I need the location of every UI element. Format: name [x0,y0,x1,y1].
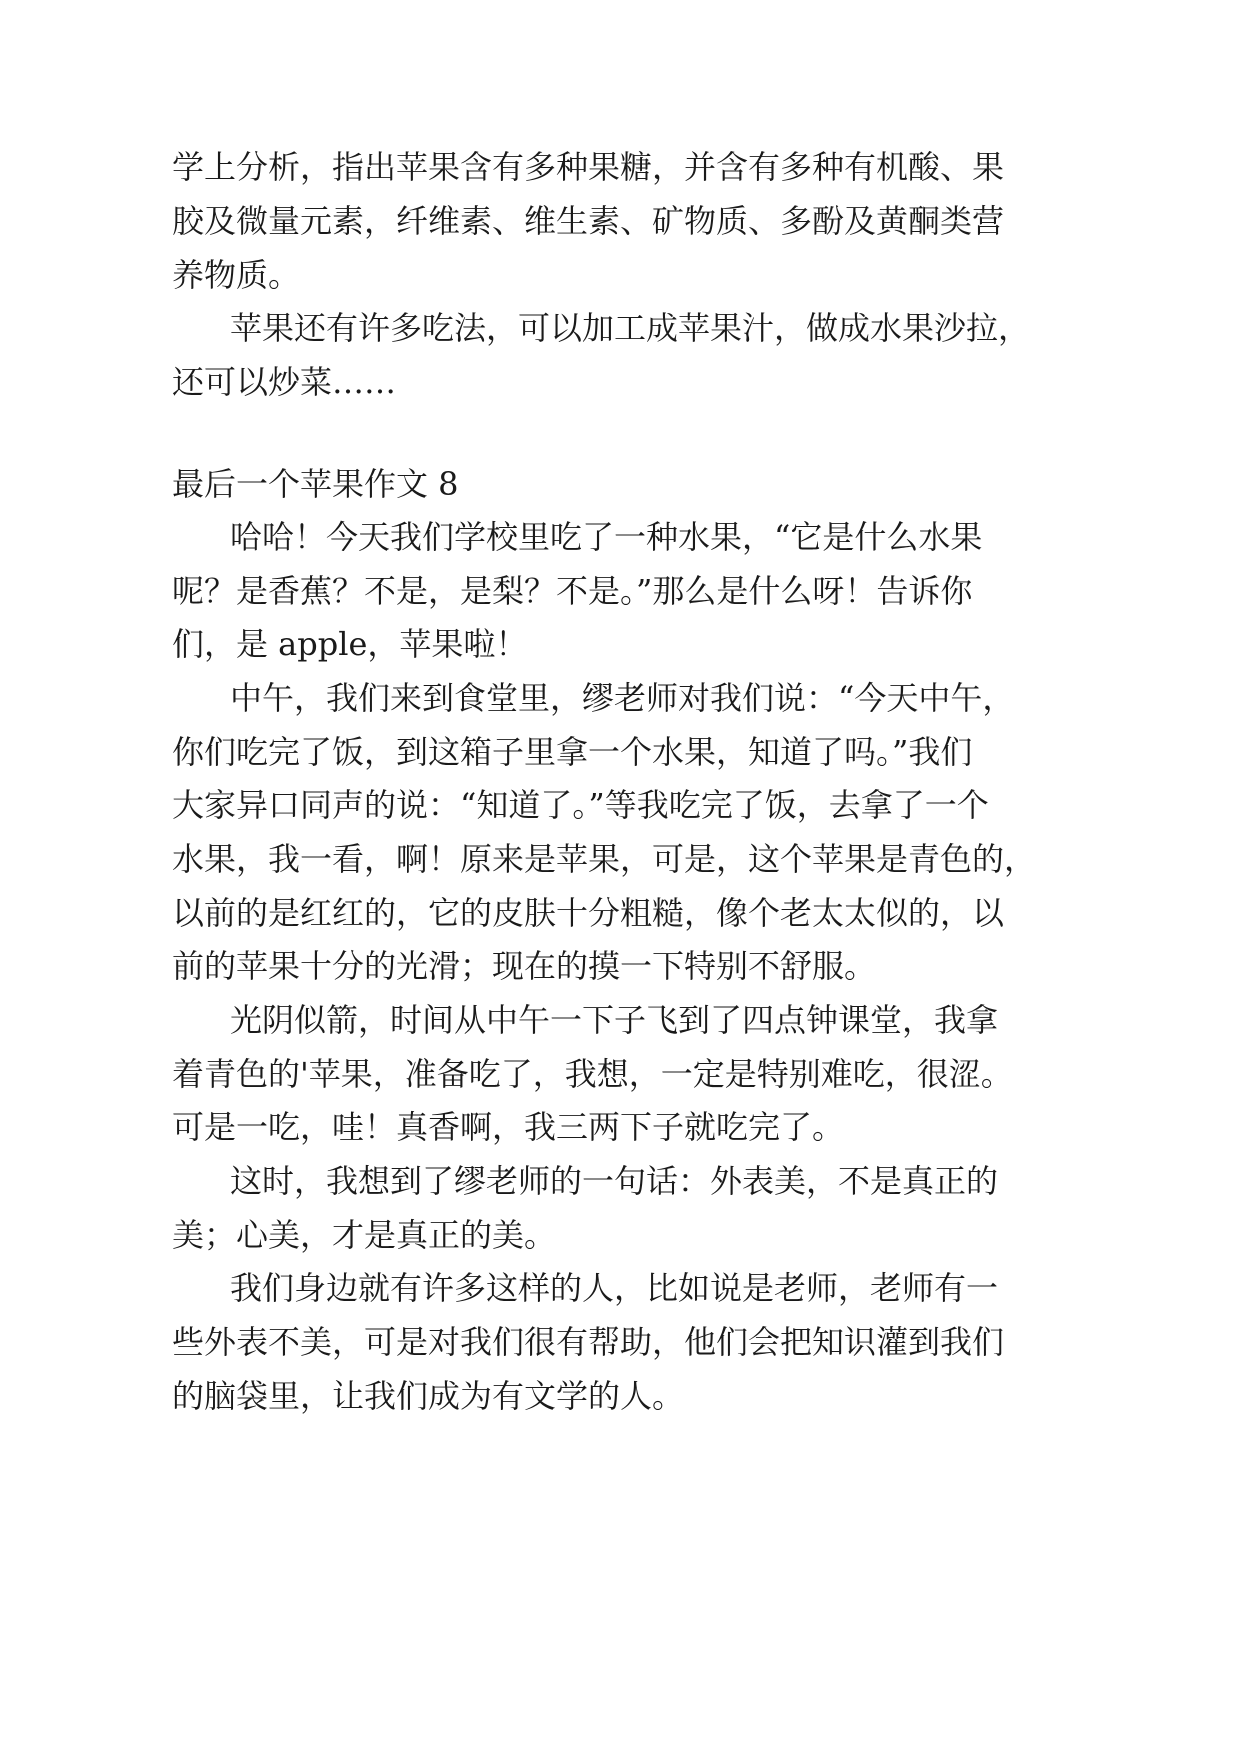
body-line-9: 前的苹果十分的光滑；现在的摸一下特别不舒服。 [172,947,877,985]
body-line-13: 这时，我想到了缪老师的一句话：外表美，不是真正的 [230,1162,999,1200]
intro-line-5: 还可以炒菜…… [172,363,397,401]
body-line-7: 水果，我一看，啊！原来是苹果，可是，这个苹果是青色的， [172,840,1037,878]
body-line-4: 中午，我们来到食堂里，缪老师对我们说：“今天中午， [230,679,1015,717]
essay-title: 最后一个苹果作文 8 [172,465,459,503]
intro-line-3: 养物质。 [172,256,301,294]
body-line-1: 哈哈！今天我们学校里吃了一种水果，“它是什么水果 [230,518,983,556]
body-line-3: 们，是 apple，苹果啦！ [172,625,528,663]
body-line-2: 呢？是香蕉？不是，是梨？不是。”那么是什么呀！告诉你 [172,572,973,610]
body-line-6: 大家异口同声的说：“知道了。”等我吃完了饭，去拿了一个 [172,786,989,824]
body-line-15: 我们身边就有许多这样的人，比如说是老师，老师有一 [230,1269,999,1307]
body-line-5: 你们吃完了饭，到这箱子里拿一个水果，知道了吗。”我们 [172,733,973,771]
body-line-16: 些外表不美，可是对我们很有帮助，他们会把知识灌到我们 [172,1323,1005,1361]
intro-line-1: 学上分析，指出苹果含有多种果糖，并含有多种有机酸、果 [172,148,1005,186]
body-line-8: 以前的是红红的，它的皮肤十分粗糙，像个老太太似的，以 [172,894,1005,932]
body-line-17: 的脑袋里，让我们成为有文学的人。 [172,1377,685,1415]
intro-line-4: 苹果还有许多吃法，可以加工成苹果汁，做成水果沙拉， [230,309,1031,347]
body-line-14: 美；心美，才是真正的美。 [172,1216,557,1254]
intro-line-2: 胶及微量元素，纤维素、维生素、矿物质、多酚及黄酮类营 [172,202,1005,240]
body-line-10: 光阴似箭，时间从中午一下子飞到了四点钟课堂，我拿 [230,1001,999,1039]
body-line-11: 着青色的'苹果，准备吃了，我想，一定是特别难吃，很涩。 [172,1055,1013,1093]
body-line-12: 可是一吃，哇！真香啊，我三两下子就吃完了。 [172,1108,845,1146]
